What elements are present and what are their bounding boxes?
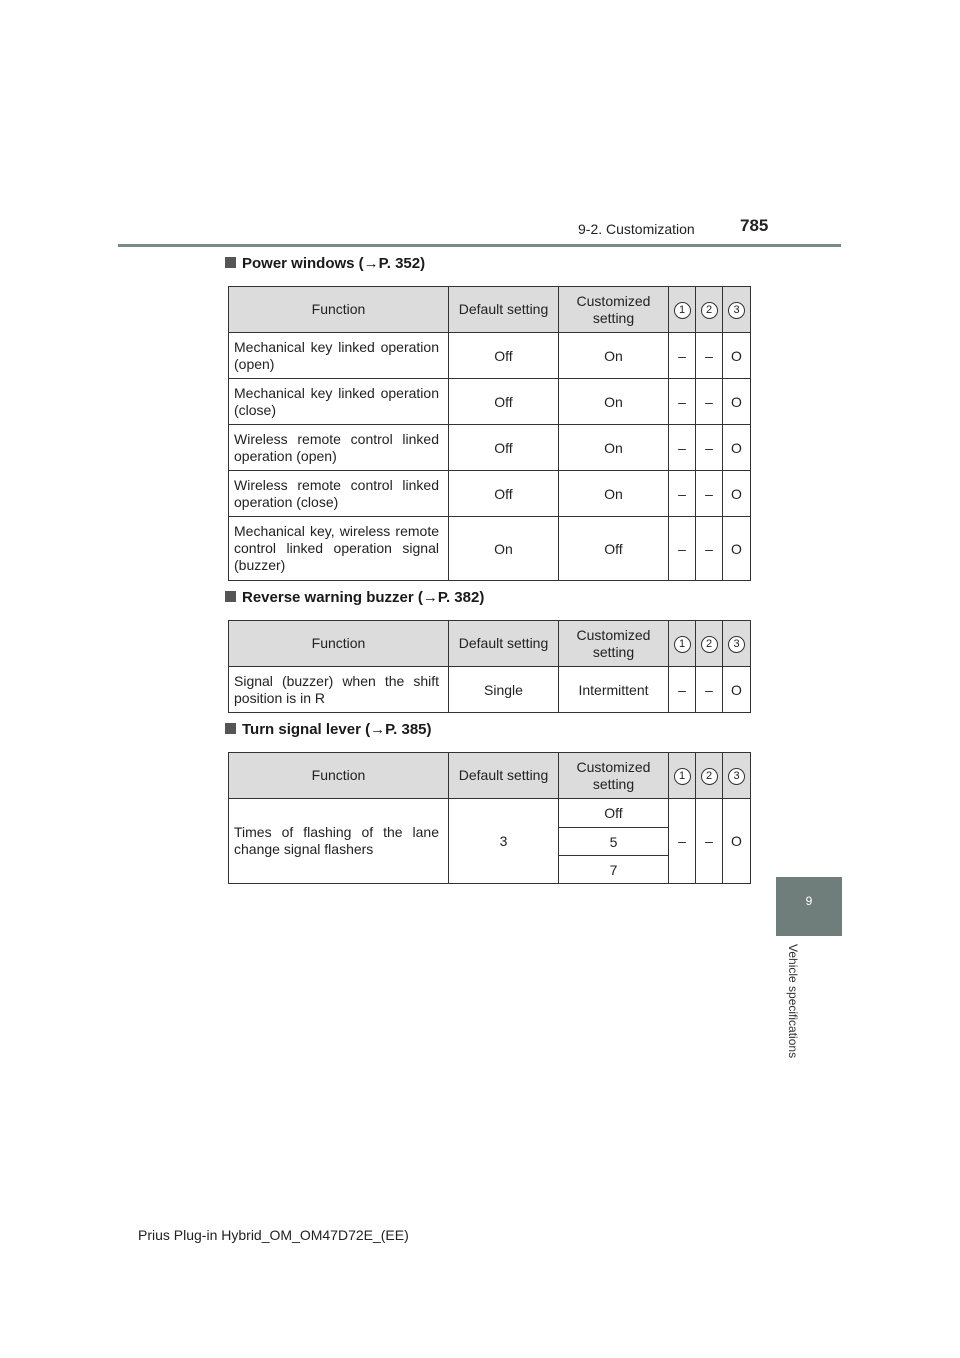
header-col-1 — [669, 287, 696, 333]
header-default: Default setting — [449, 621, 559, 667]
col2-cell: – — [696, 425, 723, 471]
table-row — [229, 517, 751, 581]
header-col-3 — [723, 287, 751, 333]
chapter-label — [786, 944, 804, 1094]
section-heading-reverse-buzzer — [225, 589, 484, 606]
circled-1-icon: 1 — [674, 302, 691, 319]
customized-cell: On — [559, 379, 669, 425]
col2-cell: – — [696, 471, 723, 517]
col2-cell: – — [696, 667, 723, 713]
function-cell: Mechanical key, wireless remote control linked operation signal (buzzer) — [229, 517, 449, 581]
col3-cell: O — [723, 425, 751, 471]
default-cell: 3 — [449, 799, 559, 884]
section-heading-turn-signal — [225, 721, 432, 738]
col3-cell: O — [723, 517, 751, 581]
header-function: Function — [229, 621, 449, 667]
header-col-1 — [669, 753, 696, 799]
default-cell: Off — [449, 333, 559, 379]
customized-option-cell: 5 — [559, 828, 669, 856]
col1-cell: – — [669, 425, 696, 471]
circled-2-icon: 2 — [701, 302, 718, 319]
col1-cell: – — [669, 799, 696, 884]
header-col-2 — [696, 753, 723, 799]
circled-2-icon: 2 — [701, 636, 718, 653]
customized-cell: On — [559, 471, 669, 517]
col3-cell: O — [723, 471, 751, 517]
chapter-label-text: Vehicle specifications — [786, 944, 800, 1059]
function-cell: Signal (buzzer) when the shift position is in R — [229, 667, 449, 713]
table-row — [229, 667, 751, 713]
col3-cell: O — [723, 667, 751, 713]
default-cell: Single — [449, 667, 559, 713]
header-col-2 — [696, 621, 723, 667]
col1-cell: – — [669, 379, 696, 425]
function-cell: Mechanical key linked operation (close) — [229, 379, 449, 425]
customized-cell: On — [559, 333, 669, 379]
square-bullet-icon — [225, 591, 236, 602]
function-cell: Mechanical key linked operation (open) — [229, 333, 449, 379]
table-row — [229, 333, 751, 379]
table-row — [229, 799, 751, 828]
section-heading-text: Turn signal lever (→P. 385) — [242, 721, 432, 738]
header-col-3 — [723, 753, 751, 799]
circled-3-icon: 3 — [728, 636, 745, 653]
reverse-buzzer-table — [228, 620, 751, 713]
circled-3-icon: 3 — [728, 302, 745, 319]
col3-cell: O — [723, 379, 751, 425]
header-divider — [118, 244, 841, 247]
square-bullet-icon — [225, 723, 236, 734]
header-customized: Customized setting — [559, 753, 669, 799]
function-cell: Wireless remote control linked operation (open) — [229, 425, 449, 471]
square-bullet-icon — [225, 257, 236, 268]
table-row — [229, 425, 751, 471]
page-number: 785 — [740, 216, 769, 235]
default-cell: Off — [449, 425, 559, 471]
section-title: 9-2. Customization — [578, 221, 695, 237]
table-header-row — [229, 753, 751, 799]
header-col-3 — [723, 621, 751, 667]
col1-cell: – — [669, 667, 696, 713]
header-customized: Customized setting — [559, 287, 669, 333]
col3-cell: O — [723, 799, 751, 884]
section-heading-power-windows — [225, 255, 425, 272]
section-heading-text: Reverse warning buzzer (→P. 382) — [242, 589, 485, 606]
table-header-row — [229, 287, 751, 333]
col2-cell: – — [696, 333, 723, 379]
footer-document-id: Prius Plug-in Hybrid_OM_OM47D72E_(EE) — [138, 1227, 409, 1243]
header-default: Default setting — [449, 753, 559, 799]
col1-cell: – — [669, 471, 696, 517]
col3-cell: O — [723, 333, 751, 379]
header-col-1 — [669, 621, 696, 667]
chapter-number: 9 — [805, 894, 813, 908]
table-row — [229, 471, 751, 517]
circled-1-icon: 1 — [674, 636, 691, 653]
col2-cell: – — [696, 379, 723, 425]
header-function: Function — [229, 287, 449, 333]
header-col-2 — [696, 287, 723, 333]
col2-cell: – — [696, 517, 723, 581]
customized-cell: Off — [559, 517, 669, 581]
default-cell: Off — [449, 379, 559, 425]
header-customized: Customized setting — [559, 621, 669, 667]
header-function: Function — [229, 753, 449, 799]
turn-signal-table — [228, 752, 751, 884]
function-cell: Times of flashing of the lane change signal flashers — [229, 799, 449, 884]
customized-cell: On — [559, 425, 669, 471]
customized-cell: Intermittent — [559, 667, 669, 713]
circled-1-icon: 1 — [674, 768, 691, 785]
col2-cell: – — [696, 799, 723, 884]
col1-cell: – — [669, 517, 696, 581]
circled-3-icon: 3 — [728, 768, 745, 785]
default-cell: Off — [449, 471, 559, 517]
circled-2-icon: 2 — [701, 768, 718, 785]
table-header-row — [229, 621, 751, 667]
function-cell: Wireless remote control linked operation (close) — [229, 471, 449, 517]
power-windows-table — [228, 286, 751, 581]
col1-cell: – — [669, 333, 696, 379]
default-cell: On — [449, 517, 559, 581]
header-default: Default setting — [449, 287, 559, 333]
customized-option-cell: Off — [559, 799, 669, 828]
table-row — [229, 379, 751, 425]
customized-option-cell: 7 — [559, 856, 669, 884]
section-heading-text: Power windows (→P. 352) — [242, 255, 426, 272]
